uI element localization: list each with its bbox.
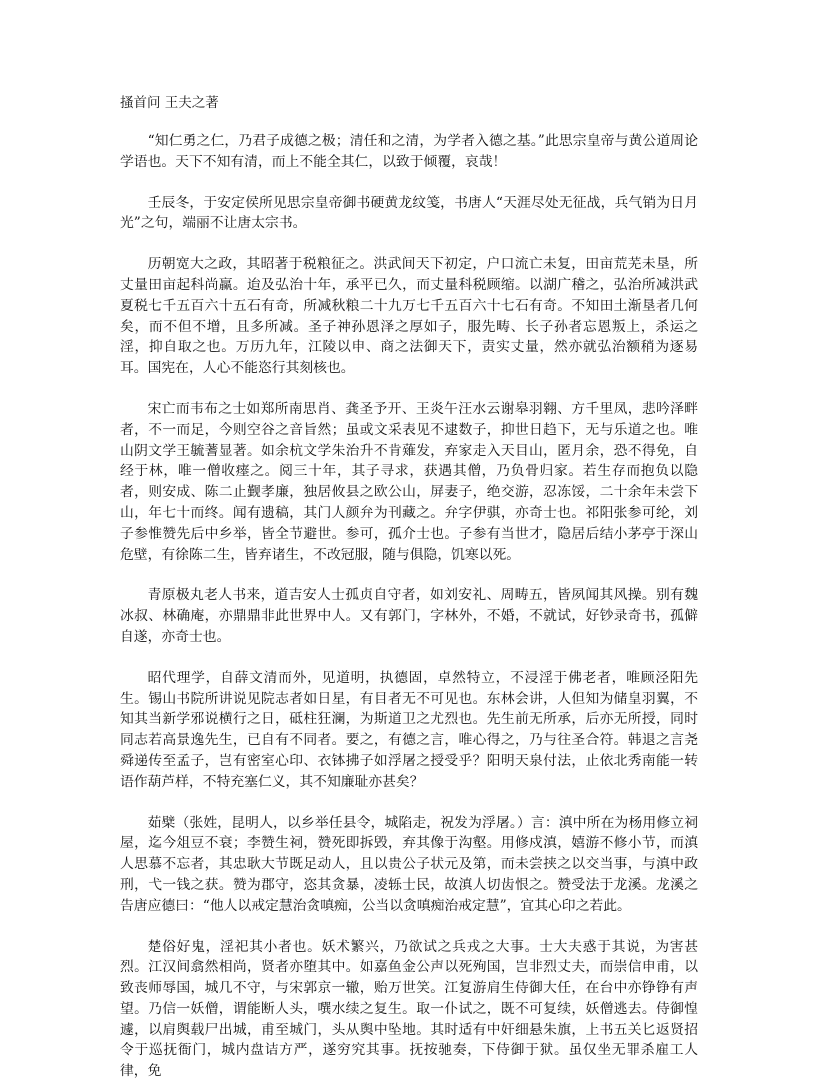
paragraph-6: 昭代理学，自薛文清而外，见道明，执德固，卓然特立，不浸淫于佛老者，唯顾泾阳先生。锡山书院所讲说见院志者如日星，有目者无不可见也。东林会讲，人但知为储皇羽翼，不知其当新学邪说横行之日，砥柱狂澜，为斯道卫之尤烈也。先生前无所承，后亦无所授，同时同志若高景逸先生，已自有不同者。要之，有德之言，唯心得之，乃与往圣合符。韩退之言尧舜递传至孟子，岂有密室心印、衣钵拂子如浮屠之授受乎？阳明天泉付法，止依北秀南能一转语作葫芦样，不特充塞仁义，其不知廉耻亦甚矣？ [120, 668, 698, 793]
document-page [120, 94, 698, 1044]
document-title: 搔首问 王夫之著 [120, 94, 698, 112]
paragraph-1: “知仁勇之仁，乃君子成德之极；清任和之清，为学者入德之基。”此思宗皇帝与黄公道周论学语也。天下不知有清，而上不能全其仁，以致于倾覆，哀哉！ [120, 131, 698, 173]
paragraph-3: 历朝宽大之政，其昭著于税粮征之。洪武间天下初定，户口流亡未复，田亩荒芜未垦，所丈量田亩起科尚赢。迨及弘治十年，承平已久，而丈量科税顾缩。以湖广稽之，弘治所减洪武夏税七千五百六十五石有奇，所减秋粮二十九万七千五百六十七石有奇。不知田土渐垦者几何矣，而不但不增，且多所减。圣子神孙恩泽之厚如子，服先畴、长子孙者忘恩叛上，杀运之淫，抑自取之也。万历九年，江陵以申、商之法御天下，责实丈量，然亦就弘治额稍为逐易耳。国宪在，人心不能恣行其刻核也。 [120, 254, 698, 379]
paragraph-4: 宋亡而韦布之士如郑所南思肖、龚圣予开、王炎午汪水云谢皋羽翱、方千里凤，悲吟泽畔者，不一而足，今则空谷之音旨然；虽或文采表见不逮数子，抑世日趋下，无与乐道之也。唯山阴文学王毓蓍显著。如余杭文学朱治升不肯薙发，弃家走入天目山，匿月余，恐不得免，自经于林，唯一僧收瘗之。阅三十年，其子寻求，获遇其僧，乃负骨归家。若生存而抱负以隐者，则安成、陈二止觐孝廉，独居攸县之欧公山，屏妻子，绝交游，忍冻馁，二十余年未尝下山，年七十而终。闻有遗稿，其门人颜弁为刊藏之。弁字伊骐，亦奇士也。祁阳张参可纶，刘子参惟赞先后中乡举，皆全节避世。参可，孤介士也。子参有当世才，隐居后结小茅亭于深山危壁，有徐陈二生，皆弃诸生，不改冠服，随与俱隐，饥寒以死。 [120, 399, 698, 565]
paragraph-8: 楚俗好鬼，淫祀其小者也。妖术繁兴，乃欲试之兵戎之大事。士大夫惑于其说，为害甚烈。江汉间翕然相尚，贤者亦堕其中。如嘉鱼金公声以死殉国，岂非烈丈夫，而崇信申甫，以致丧师辱国，城几不守，与宋郭京一辙，贻万世笑。江复游肩生侍御大任，在台中亦铮铮有声望。乃信一妖僧，谓能断人头，噀水续之复生。取一仆试之，既不可复续，妖僧逃去。侍御惶遽，以肩舆载尸出城，甫至城门，头从舆中坠地。其时适有中奸细悬朱旗，上书五关匕返贤招令于巡抚衙门，城内盘诘方严，遂穷究其事。抚按驰奏，下侍御于狱。虽仅坐无罪杀雇工人律，免 [120, 937, 698, 1082]
paragraph-2: 壬辰冬，于安定侯所见思宗皇帝御书硬黄龙纹笺，书唐人“天涯尽处无征战，兵气销为日月光”之句，端丽不让唐太宗书。 [120, 193, 698, 235]
paragraph-5: 青原极丸老人书来，道吉安人士孤贞自守者，如刘安礼、周畴五，皆夙闻其风操。别有魏冰叔、林确庵，亦鼎鼎非此世界中人。又有郭门，字林外，不婚，不就试，好钞录奇书，孤僻自遂，亦奇士也。 [120, 585, 698, 647]
paragraph-7: 茹檗（张姓，昆明人，以乡举任县令，城陷走，祝发为浮屠。）言：滇中所在为杨用修立祠屋，迄今俎豆不衰；李赞生祠，赞死即拆毁，弃其像于沟壑。用修戍滇，嬉游不修小节，而滇人思慕不忘者，其忠耿大节既足动人，且以贵公子状元及第，而未尝挟之以交当事，与滇中政刑，弋一钱之获。赞为郡守，恣其贪暴，凌轹士民，故滇人切齿恨之。赞受法于龙溪。龙溪之告唐应德曰：“他人以戒定慧治贪嗔痴，公当以贪嗔痴治戒定慧”，宜其心印之若此。 [120, 813, 698, 917]
